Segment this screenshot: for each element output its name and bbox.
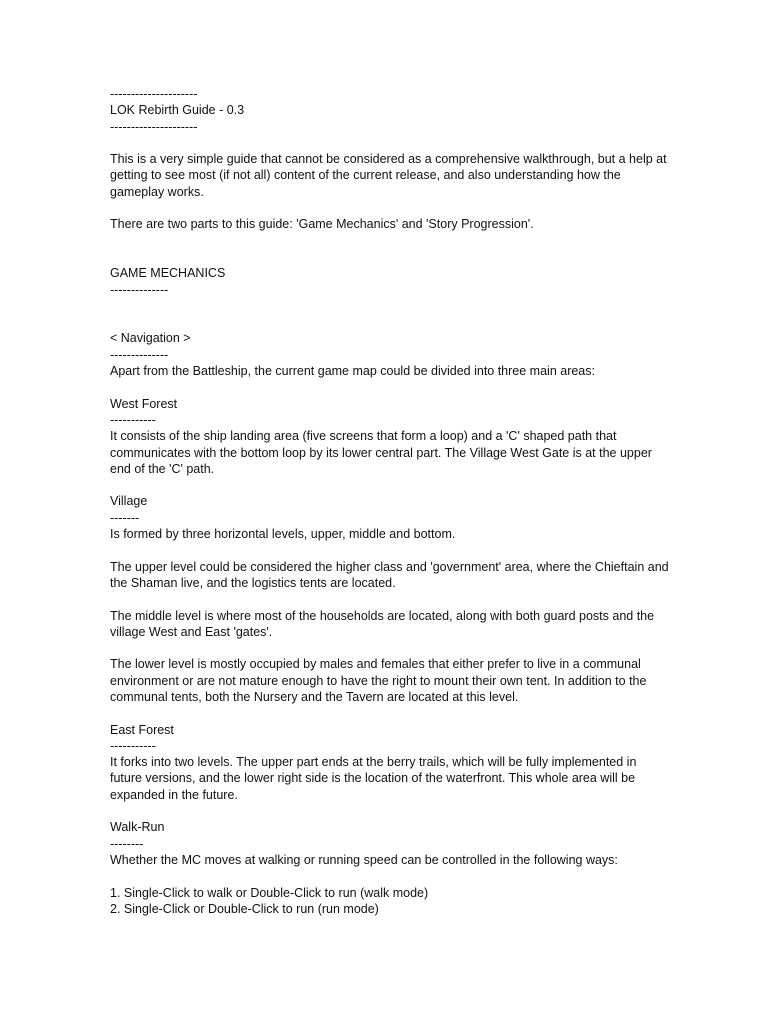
walk-run-paragraph: Whether the MC moves at walking or running speed can be controlled in the following ways: [110,852,618,867]
title-rule-top: --------------------- [110,87,198,101]
list-item: 1. Single-Click to walk or Double-Click to run (walk mode) [110,885,429,900]
title-rule-bottom: --------------------- [110,119,198,134]
west-forest-heading: West Forest [110,396,178,411]
list-item: 2. Single-Click or Double-Click to run (run mode) [110,901,379,916]
walk-run-heading: Walk-Run [110,820,165,835]
document-page [110,86,670,917]
parts-paragraph: There are two parts to this guide: 'Game Mechanics' and 'Story Progression'. [110,217,534,232]
village-heading: Village [110,494,148,509]
village-paragraph-2: The upper level could be considered the higher class and 'government' area, where the Chieftain and the Shaman live, and the logistics tents are located. [110,559,669,590]
section-heading-game-mechanics: GAME MECHANICS [110,266,226,281]
walk-run-underline: -------- [110,836,144,851]
village-underline: ------- [110,510,140,525]
navigation-heading: < Navigation > [110,331,191,346]
west-forest-underline: ----------- [110,412,156,427]
intro-paragraph: This is a very simple guide that cannot be considered as a comprehensive walkthrough, but a help at getting to see most (if not all) content of the current release, and also understanding how the gameplay works. [110,152,667,199]
village-paragraph-3: The middle level is where most of the households are located, along with both guard posts and the village West and East 'gates'. [110,608,655,639]
village-paragraph-4: The lower level is mostly occupied by males and females that either prefer to live in a communal environment or are not mature enough to have the right to mount their own tent. In addition to the communal tents, both the Nursery and the Tavern are located at this level. [110,657,647,704]
east-forest-underline: ----------- [110,738,156,753]
document-title: LOK Rebirth Guide - 0.3 [110,103,245,118]
east-forest-heading: East Forest [110,722,174,737]
west-forest-paragraph: It consists of the ship landing area (five screens that form a loop) and a 'C' shaped path that communicates with the bottom loop by its lower central part. The Village West Gate is at the upper end of the 'C' path. [110,429,652,476]
village-paragraph-1: Is formed by three horizontal levels, upper, middle and bottom. [110,527,456,542]
navigation-paragraph: Apart from the Battleship, the current game map could be divided into three main areas: [110,364,595,379]
east-forest-paragraph: It forks into two levels. The upper part ends at the berry trails, which will be fully implemented in future versions, and the lower right side is the location of the waterfront. This whole area will be expanded in the future. [110,755,637,802]
navigation-underline: -------------- [110,347,169,362]
section-underline: -------------- [110,282,169,297]
